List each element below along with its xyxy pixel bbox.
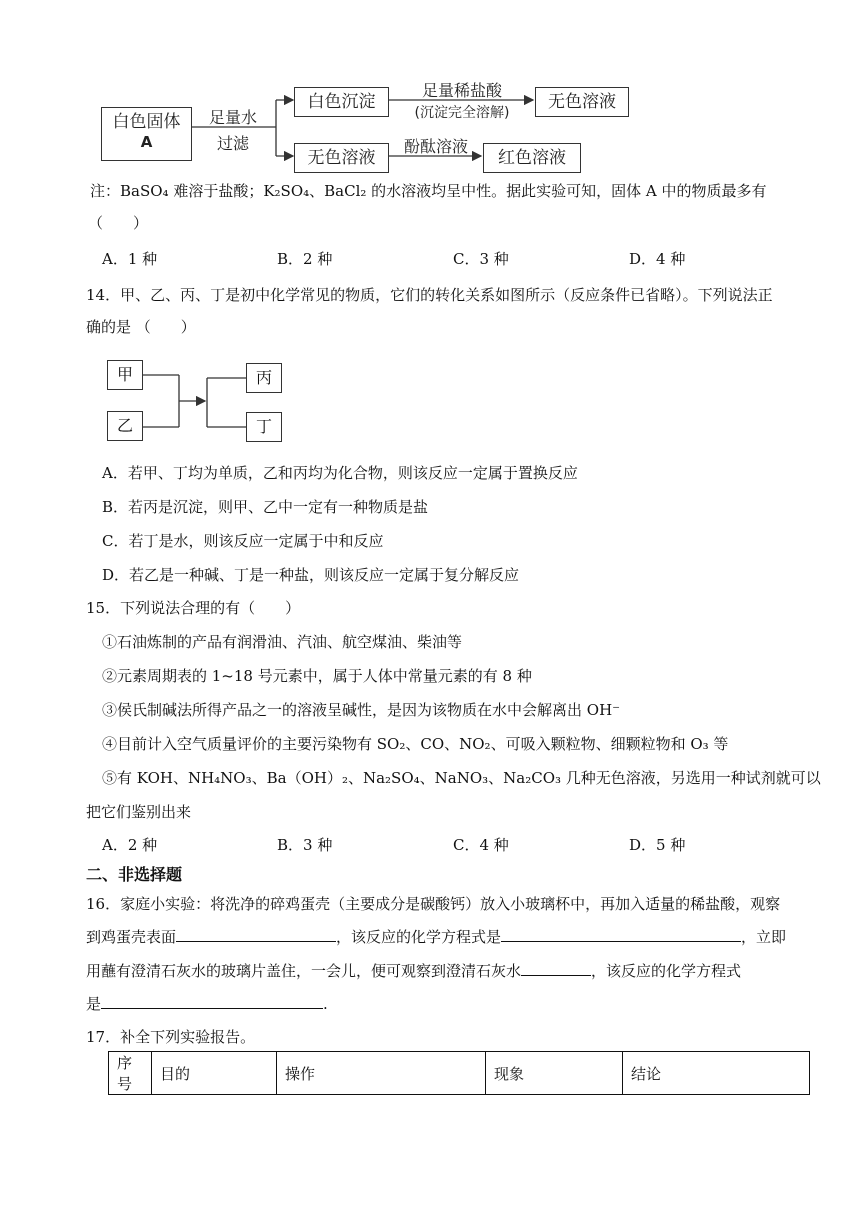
q15-item-5-cont: 把它们鉴别出来 — [86, 803, 192, 821]
q16-line3-text-a: 用蘸有澄清石灰水的玻璃片盖住，一会儿，便可观察到澄清石灰水 — [86, 962, 522, 980]
q16-line2-text-b: ，该反应的化学方程式是 — [336, 928, 502, 946]
q16-blank-4[interactable] — [101, 994, 323, 1009]
reagent-hcl-label: 足量稀盐酸 — [421, 81, 502, 100]
section-heading: 二、非选择题 — [86, 865, 183, 884]
q16-blank-2[interactable] — [501, 927, 741, 942]
q14-left-bracket — [143, 375, 179, 427]
q15-option-c[interactable]: C．4 种 — [453, 836, 509, 854]
q13-option-b[interactable]: B．2 种 — [277, 250, 333, 268]
header-purpose: 目的 — [152, 1052, 277, 1095]
q13-option-c[interactable]: C．3 种 — [453, 250, 509, 268]
q14-box-ding: 丁 — [246, 412, 282, 442]
q15-item-3: ③侯氏制碱法所得产品之一的溶液呈碱性，是因为该物质在水中会解离出 OH⁻ — [102, 701, 621, 719]
q14-box-jia: 甲 — [107, 360, 143, 390]
q16-line3 — [86, 960, 741, 981]
table-header-row — [109, 1052, 810, 1095]
q14-option-c[interactable]: C．若丁是水，则该反应一定属于中和反应 — [102, 532, 384, 550]
q16-line2-text-a: 到鸡蛋壳表面 — [86, 928, 177, 946]
white-precipitate-box: 白色沉淀 — [294, 87, 389, 117]
q15-option-a[interactable]: A．2 种 — [102, 836, 158, 854]
q16-line4-text-b: . — [323, 995, 328, 1013]
q13-note: 注：BaSO₄ 难溶于盐酸；K₂SO₄、BaCl₂ 的水溶液均呈中性。据此实验可知，固体 A 中的物质最多有 — [90, 182, 767, 200]
header-index: 序号 — [109, 1052, 152, 1095]
red-solution-box: 红色溶液 — [483, 143, 581, 173]
q16-line3-text-b: ，该反应的化学方程式 — [591, 962, 742, 980]
header-phenomenon: 现象 — [486, 1052, 623, 1095]
header-operation: 操作 — [277, 1052, 486, 1095]
q13-option-d[interactable]: D．4 种 — [629, 250, 686, 268]
experiment-report-table — [108, 1051, 810, 1095]
q15-item-2: ②元素周期表的 1~18 号元素中，属于人体中常量元素的有 8 种 — [102, 667, 532, 685]
q16-blank-1[interactable] — [176, 927, 336, 942]
q14-box-yi: 乙 — [107, 411, 143, 441]
q14-right-bracket — [207, 378, 247, 427]
q15-option-d[interactable]: D．5 种 — [629, 836, 686, 854]
q16-line2 — [86, 926, 786, 947]
q16-line4-text-a: 是 — [86, 995, 102, 1013]
q15-stem: 15．下列说法合理的有（ ） — [86, 599, 301, 617]
reagent-phenolphthalein-label: 酚酞溶液 — [403, 137, 468, 156]
colorless-filtrate-box: 无色溶液 — [294, 143, 389, 173]
solid-a-symbol: A — [140, 133, 153, 151]
q16-line4 — [86, 993, 328, 1014]
q14-option-d[interactable]: D．若乙是一种碱、丁是一种盐，则该反应一定属于复分解反应 — [102, 566, 520, 584]
step1-filter-label: 过滤 — [216, 134, 249, 153]
q16-line2-text-c: ，立即 — [741, 928, 787, 946]
q15-item-1: ①石油炼制的产品有润滑油、汽油、航空煤油、柴油等 — [102, 633, 463, 651]
q16-blank-3[interactable] — [521, 961, 591, 976]
q15-option-b[interactable]: B．3 种 — [277, 836, 333, 854]
q16-line1: 16．家庭小实验：将洗净的碎鸡蛋壳（主要成分是碳酸钙）放入小玻璃杯中，再加入适量的稀盐酸，观察 — [86, 895, 781, 913]
hcl-condition-label: (沉淀完全溶解) — [414, 105, 510, 121]
q14-option-a[interactable]: A．若甲、丁均为单质，乙和丙均为化合物，则该反应一定属于置换反应 — [102, 464, 578, 482]
q15-item-4: ④目前计入空气质量评价的主要污染物有 SO₂、CO、NO₂、可吸入颗粒物、细颗粒物和 O₃ 等 — [102, 735, 729, 753]
header-conclusion: 结论 — [623, 1052, 810, 1095]
q14-stem-line2: 确的是 （ ） — [86, 318, 196, 336]
q14-option-b[interactable]: B．若丙是沉淀，则甲、乙中一定有一种物质是盐 — [102, 498, 429, 516]
q13-paren: （ ） — [88, 214, 149, 232]
solid-a-label: 白色固体 — [112, 112, 181, 132]
q14-stem-line1: 14．甲、乙、丙、丁是初中化学常见的物质，它们的转化关系如图所示（反应条件已省略）。下列说法正 — [86, 286, 773, 304]
q14-box-bing: 丙 — [246, 363, 282, 393]
q13-option-a[interactable]: A．1 种 — [102, 250, 158, 268]
step1-water-label: 足量水 — [208, 108, 257, 127]
colorless-solution-result-box: 无色溶液 — [535, 87, 629, 117]
q15-item-5: ⑤有 KOH、NH₄NO₃、Ba（OH）₂、Na₂SO₄、NaNO₃、Na₂CO₃ 几种无色溶液，另选用一种试剂就可以 — [102, 769, 821, 787]
q17-stem: 17．补全下列实验报告。 — [86, 1028, 256, 1046]
